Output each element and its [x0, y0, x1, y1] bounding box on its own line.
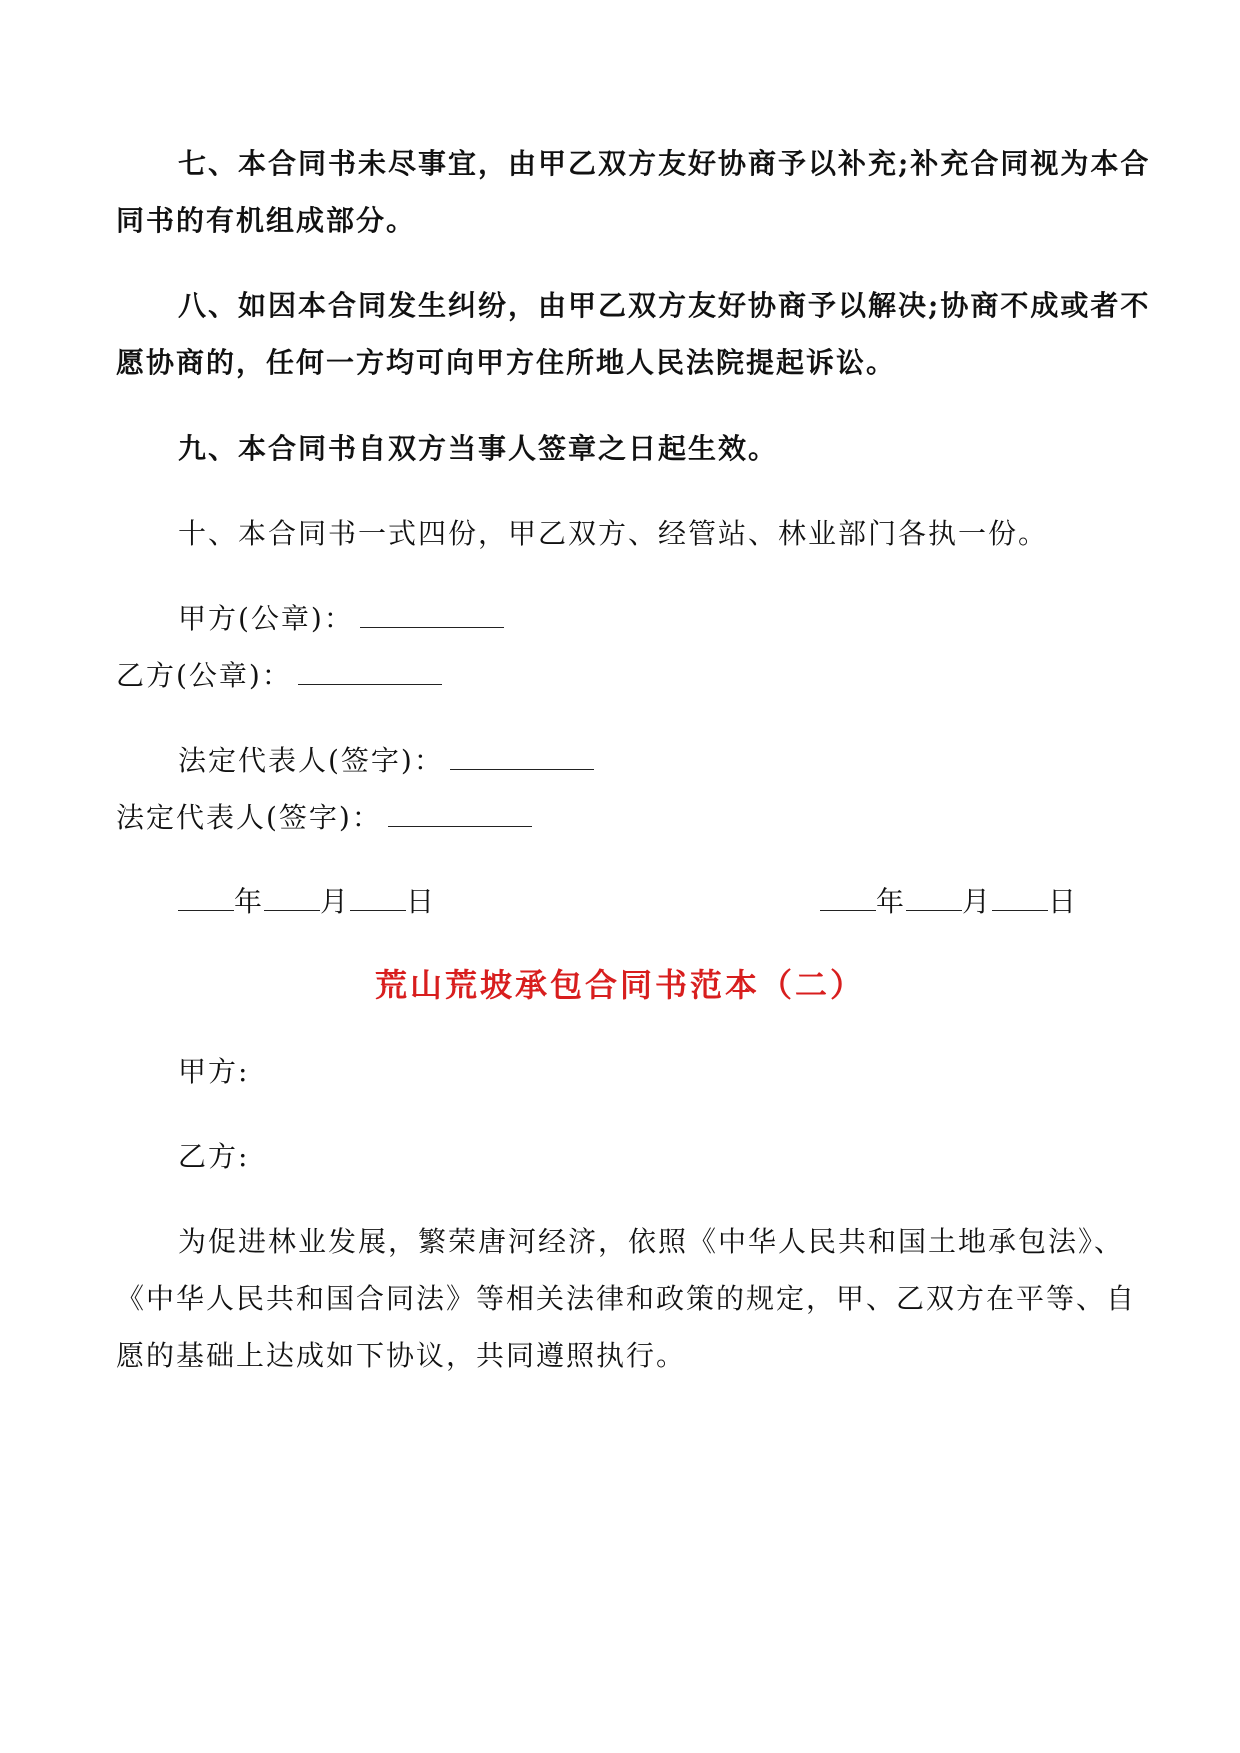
date-left-month-label: 月: [320, 885, 351, 918]
party-b-seal-row: [0, 656, 1240, 696]
clause-7-line-2: 同书的有机组成部分。: [116, 204, 417, 237]
clause-7-line-1: 七、本合同书未尽事宜，由甲乙双方友好协商予以补充;补充合同视为本合: [178, 147, 1151, 180]
clause-10: 十、本合同书一式四份，甲乙双方、经管站、林业部门各执一份。: [178, 517, 1049, 550]
clause-8-line-1: 八、如因本合同发生纠纷，由甲乙双方友好协商予以解决;协商不成或者不: [178, 289, 1151, 322]
date-left-day-blank[interactable]: [350, 886, 406, 911]
preamble-line-3: 愿的基础上达成如下协议，共同遵照执行。: [116, 1339, 687, 1372]
preamble-line-1: 为促进林业发展，繁荣唐河经济，依照《中华人民共和国土地承包法》、: [178, 1225, 1125, 1258]
date-right-month-label: 月: [962, 885, 993, 918]
date-left: [178, 882, 436, 922]
preamble-line-2: 《中华人民共和国合同法》等相关法律和政策的规定，甲、乙双方在平等、自: [116, 1282, 1137, 1315]
party-a: 甲方:: [178, 1055, 250, 1088]
party-a-seal-label: 甲方(公章)：: [178, 602, 354, 635]
date-left-day-label: 日: [406, 885, 437, 918]
legal-rep-a-label: 法定代表人(签字)：: [178, 744, 444, 777]
date-left-year-blank[interactable]: [178, 886, 234, 911]
date-right-day-label: 日: [1048, 885, 1079, 918]
date-right: [820, 882, 1078, 922]
clause-8-line-2: 愿协商的，任何一方均可向甲方住所地人民法院提起诉讼。: [116, 346, 897, 379]
clause-9: 九、本合同书自双方当事人签章之日起生效。: [178, 432, 779, 465]
date-right-month-blank[interactable]: [906, 886, 962, 911]
party-b: 乙方:: [178, 1140, 250, 1173]
party-a-seal-blank[interactable]: [360, 603, 504, 628]
legal-rep-a-row: [0, 741, 1240, 781]
party-b-seal-blank[interactable]: [298, 660, 442, 685]
legal-rep-b-label: 法定代表人(签字)：: [116, 801, 382, 834]
date-right-year-blank[interactable]: [820, 886, 876, 911]
legal-rep-a-blank[interactable]: [450, 745, 594, 770]
date-right-day-blank[interactable]: [992, 886, 1048, 911]
party-a-seal-row: [0, 599, 1240, 639]
legal-rep-b-blank[interactable]: [388, 802, 532, 827]
party-b-seal-label: 乙方(公章)：: [116, 659, 292, 692]
date-left-year-label: 年: [234, 885, 265, 918]
legal-rep-b-row: [0, 798, 1240, 838]
section-title: 荒山荒坡承包合同书范本（二）: [374, 966, 865, 1004]
date-left-month-blank[interactable]: [264, 886, 320, 911]
date-right-year-label: 年: [876, 885, 907, 918]
